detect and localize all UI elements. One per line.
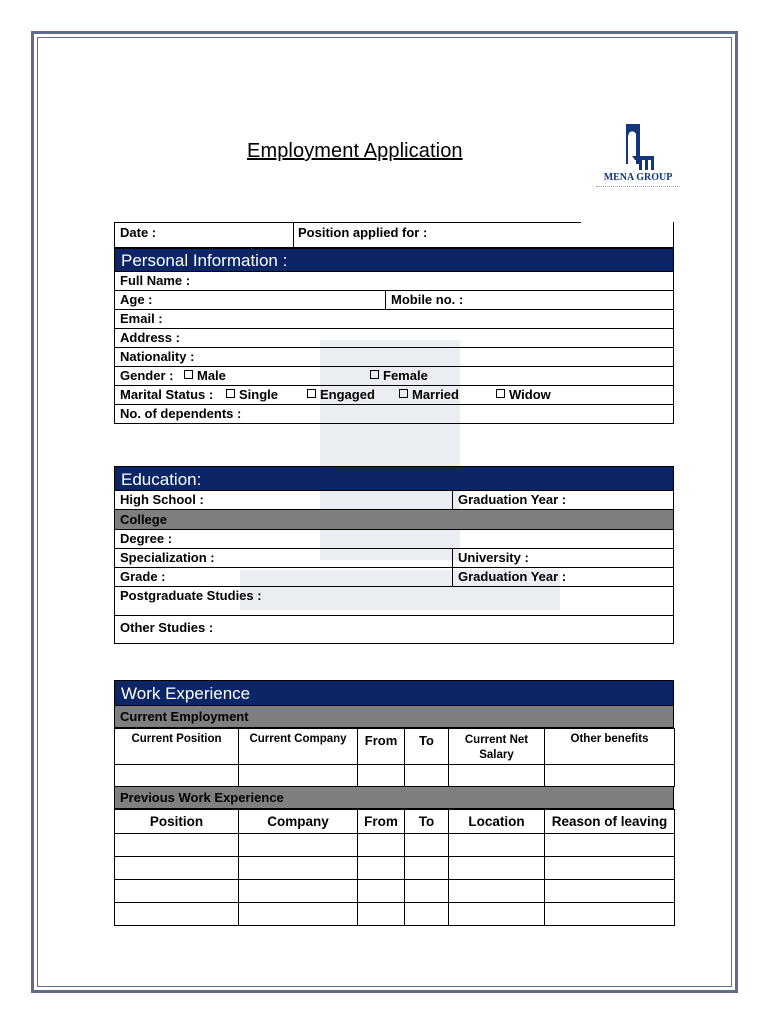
postgraduate-label: Postgraduate Studies : bbox=[120, 588, 262, 603]
full-name-label: Full Name : bbox=[120, 273, 191, 288]
table-cell[interactable] bbox=[239, 880, 358, 903]
table-cell[interactable] bbox=[239, 903, 358, 926]
table-cell[interactable] bbox=[115, 765, 239, 787]
table-cell[interactable] bbox=[449, 857, 545, 880]
marital-option-label: Widow bbox=[509, 387, 551, 402]
col-position: Position bbox=[115, 810, 239, 834]
col-current-position: Current Position bbox=[115, 729, 239, 765]
date-label[interactable]: Date : bbox=[120, 225, 157, 240]
table-cell[interactable] bbox=[115, 903, 239, 926]
gender-label: Gender : bbox=[120, 368, 174, 383]
table-cell[interactable] bbox=[239, 765, 358, 787]
address-row[interactable] bbox=[114, 329, 674, 348]
table-cell[interactable] bbox=[405, 857, 449, 880]
table-cell[interactable] bbox=[358, 903, 405, 926]
marital-option-label: Engaged bbox=[320, 387, 375, 402]
marital-option-engaged[interactable] bbox=[302, 386, 375, 404]
date-position-row bbox=[114, 222, 674, 248]
previous-work-subheader: Previous Work Experience bbox=[114, 787, 674, 809]
company-logo bbox=[592, 120, 688, 192]
checkbox-icon[interactable] bbox=[307, 389, 316, 398]
specialization-row bbox=[114, 549, 674, 568]
table-cell[interactable] bbox=[545, 834, 675, 857]
position-label[interactable]: Position applied for : bbox=[298, 225, 428, 240]
table-row bbox=[115, 834, 675, 857]
education-section bbox=[114, 466, 674, 644]
col-from: From bbox=[358, 810, 405, 834]
col-other-benefits: Other benefits bbox=[545, 729, 675, 765]
marital-option-label: Single bbox=[239, 387, 279, 402]
previous-work-header-row bbox=[115, 810, 675, 834]
dependents-row[interactable] bbox=[114, 405, 674, 424]
email-row[interactable] bbox=[114, 310, 674, 329]
logo-text: MENA GROUP bbox=[603, 172, 673, 183]
other-studies-row[interactable] bbox=[114, 616, 674, 644]
top-row-section bbox=[114, 222, 674, 248]
table-cell[interactable] bbox=[358, 834, 405, 857]
gender-option-label: Male bbox=[197, 368, 226, 383]
checkbox-icon[interactable] bbox=[370, 370, 379, 379]
table-cell[interactable] bbox=[358, 857, 405, 880]
table-cell[interactable] bbox=[449, 765, 545, 787]
col-company: Company bbox=[239, 810, 358, 834]
col-reason-of-leaving: Reason of leaving bbox=[545, 810, 675, 834]
current-employment-subheader: Current Employment bbox=[114, 706, 674, 728]
current-employment-header-row bbox=[115, 729, 675, 765]
table-cell[interactable] bbox=[545, 765, 675, 787]
logo-tagline-line bbox=[596, 186, 680, 189]
table-cell[interactable] bbox=[405, 903, 449, 926]
education-header: Education: bbox=[114, 466, 674, 491]
high-school-row bbox=[114, 491, 674, 510]
table-cell[interactable] bbox=[115, 857, 239, 880]
table-cell[interactable] bbox=[115, 834, 239, 857]
college-subheader: College bbox=[114, 510, 674, 530]
table-cell[interactable] bbox=[115, 880, 239, 903]
col-current-company: Current Company bbox=[239, 729, 358, 765]
marital-option-widow[interactable] bbox=[491, 386, 551, 404]
table-cell[interactable] bbox=[239, 857, 358, 880]
graduation-year-2-label[interactable]: Graduation Year : bbox=[458, 569, 567, 584]
mobile-label[interactable]: Mobile no. : bbox=[391, 292, 464, 307]
dependents-label: No. of dependents : bbox=[120, 406, 242, 421]
grade-row bbox=[114, 568, 674, 587]
degree-label: Degree : bbox=[120, 531, 173, 546]
col-location: Location bbox=[449, 810, 545, 834]
current-employment-table bbox=[114, 728, 675, 787]
personal-info-section bbox=[114, 248, 674, 424]
marital-option-label: Married bbox=[412, 387, 459, 402]
specialization-label[interactable]: Specialization : bbox=[120, 550, 215, 565]
graduation-year-label[interactable]: Graduation Year : bbox=[458, 492, 567, 507]
work-experience-section bbox=[114, 680, 674, 926]
personal-info-header: Personal Information : bbox=[114, 248, 674, 272]
age-label[interactable]: Age : bbox=[120, 292, 153, 307]
gender-option-male[interactable] bbox=[179, 367, 226, 385]
table-row bbox=[115, 903, 675, 926]
table-row bbox=[115, 765, 675, 787]
degree-row[interactable] bbox=[114, 530, 674, 549]
table-cell[interactable] bbox=[449, 903, 545, 926]
table-cell[interactable] bbox=[545, 857, 675, 880]
checkbox-icon[interactable] bbox=[399, 389, 408, 398]
other-studies-label: Other Studies : bbox=[120, 620, 214, 635]
nationality-row[interactable] bbox=[114, 348, 674, 367]
email-label: Email : bbox=[120, 311, 163, 326]
work-experience-header: Work Experience bbox=[114, 680, 674, 706]
age-row bbox=[114, 291, 674, 310]
gender-row bbox=[114, 367, 674, 386]
table-cell[interactable] bbox=[239, 834, 358, 857]
table-row bbox=[115, 857, 675, 880]
checkbox-icon[interactable] bbox=[226, 389, 235, 398]
table-cell[interactable] bbox=[545, 903, 675, 926]
checkbox-icon[interactable] bbox=[496, 389, 505, 398]
col-current-net-salary: Current Net Salary bbox=[449, 729, 545, 765]
page-title: Employment Application bbox=[247, 140, 463, 162]
col-to: To bbox=[405, 729, 449, 765]
full-name-row[interactable] bbox=[114, 272, 674, 291]
gender-option-female[interactable] bbox=[365, 367, 428, 385]
table-row bbox=[115, 880, 675, 903]
table-cell[interactable] bbox=[449, 834, 545, 857]
high-school-label[interactable]: High School : bbox=[120, 492, 204, 507]
table-cell[interactable] bbox=[405, 880, 449, 903]
marital-label: Marital Status : bbox=[120, 387, 214, 402]
nationality-label: Nationality : bbox=[120, 349, 195, 364]
address-label: Address : bbox=[120, 330, 180, 345]
table-cell[interactable] bbox=[449, 880, 545, 903]
marital-option-married[interactable] bbox=[394, 386, 459, 404]
table-cell[interactable] bbox=[405, 834, 449, 857]
checkbox-icon[interactable] bbox=[184, 370, 193, 379]
marital-option-single[interactable] bbox=[221, 386, 278, 404]
marital-row bbox=[114, 386, 674, 405]
previous-work-table bbox=[114, 809, 675, 926]
col-from: From bbox=[358, 729, 405, 765]
postgraduate-row[interactable] bbox=[114, 587, 674, 616]
gender-option-label: Female bbox=[383, 368, 428, 383]
table-cell[interactable] bbox=[358, 880, 405, 903]
grade-label[interactable]: Grade : bbox=[120, 569, 166, 584]
table-cell[interactable] bbox=[405, 765, 449, 787]
university-label[interactable]: University : bbox=[458, 550, 529, 565]
table-cell[interactable] bbox=[545, 880, 675, 903]
mena-logo-icon bbox=[592, 120, 684, 172]
table-cell[interactable] bbox=[358, 765, 405, 787]
col-to: To bbox=[405, 810, 449, 834]
